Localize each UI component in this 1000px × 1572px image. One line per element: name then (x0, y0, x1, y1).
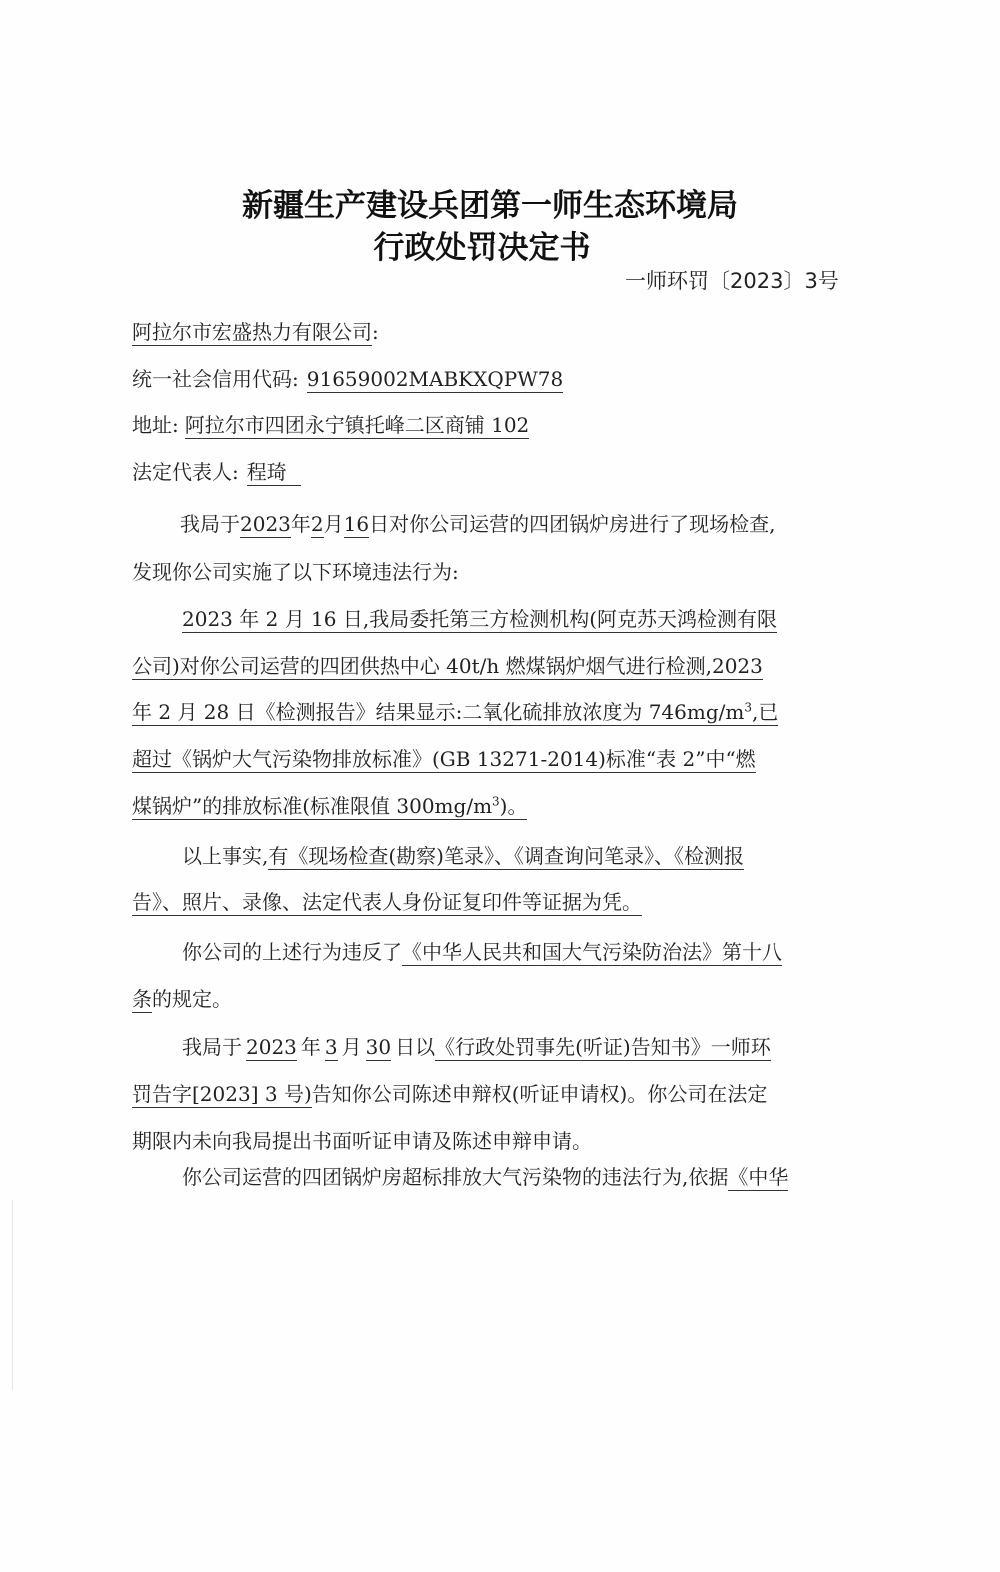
recipient-company-line (132, 318, 379, 346)
notice-month: 3 (324, 1035, 338, 1059)
text: 年 2 月 28 日《检测报告》结果显示:二氧化硫排放浓度为 746mg/m (132, 700, 745, 724)
text: 你公司的上述行为违反了 (182, 940, 402, 964)
legal-rep-label: 法定代表人: (132, 460, 239, 484)
text: 以上事实, (182, 844, 269, 868)
text: 你公司运营的四团锅炉房超标排放大气污染物的违法行为,依据 (182, 1165, 729, 1189)
text: 煤锅炉”的排放标准(标准限值 300mg/m (132, 794, 493, 818)
text: ,已 (751, 700, 779, 724)
text: 年 (300, 1035, 321, 1059)
notice-document-name: 《行政处罚事先(听证)告知书》一师环 (435, 1035, 771, 1059)
scan-edge-line (12, 1200, 13, 1390)
recipient-colon: : (372, 320, 379, 344)
inspection-day: 16 (343, 512, 370, 536)
superscript: 3 (744, 700, 752, 715)
law-violated-line-2 (132, 985, 232, 1013)
text: 年 (290, 512, 311, 536)
inspection-year: 2023 (240, 512, 291, 536)
document-number: 一师环罚〔2023〕3号 (625, 269, 839, 293)
notice-paragraph-line-1 (182, 1033, 771, 1061)
recipient-company: 阿拉尔市宏盛热力有限公司 (132, 320, 372, 344)
violation-paragraph-line-5 (132, 792, 527, 820)
text: 日以 (395, 1035, 436, 1059)
law-article-cont: 条 (132, 987, 152, 1011)
inspection-month: 2 (310, 512, 324, 536)
credit-code-value: 91659002MABKXQPW78 (306, 367, 564, 391)
law-violated-line-1 (182, 938, 782, 966)
credit-code-label: 统一社会信用代码: (132, 367, 299, 391)
violation-paragraph-line-1 (182, 605, 777, 633)
text: 月 (323, 512, 344, 536)
address-line (132, 411, 529, 439)
credit-code-line (132, 365, 563, 393)
evidence-paragraph-line-2 (132, 888, 642, 916)
legal-rep-line (132, 458, 301, 486)
basis-law-name: 《中华 (728, 1165, 789, 1189)
basis-paragraph-line-1 (182, 1163, 788, 1191)
text: )。 (499, 794, 528, 818)
text: 日对你公司运营的四团锅炉房进行了现场检查, (369, 512, 776, 536)
law-name: 《中华人民共和国大气污染防治法》 (402, 940, 722, 964)
inspection-paragraph-line-1 (180, 510, 775, 538)
text: 2023 年 2 月 16 日,我局委托第三方检测机构(阿克苏天鸿检测有限 (182, 607, 778, 631)
superscript: 3 (492, 794, 500, 809)
issuing-authority-title: 新疆生产建设兵团第一师生态环境局 (242, 188, 738, 224)
inspection-paragraph-line-2: 发现你公司实施了以下环境违法行为: (132, 560, 459, 584)
text: 月 (341, 1035, 362, 1059)
evidence-paragraph-line-1 (182, 842, 744, 870)
violation-paragraph-line-3 (132, 698, 778, 726)
notice-paragraph-line-3: 期限内未向我局提出书面听证申请及陈述申辩申请。 (132, 1129, 592, 1153)
violation-paragraph-line-2 (132, 652, 763, 680)
text: 我局于 (180, 512, 240, 536)
text: 超过《锅炉大气污染物排放标准》(GB 13271-2014)标准“表 2”中“燃 (132, 747, 756, 771)
legal-rep-value: 程琦 (247, 460, 301, 486)
text: 告知你公司陈述申辩权(听证申请权)。你公司在法定 (311, 1082, 768, 1106)
document-type-title: 行政处罚决定书 (373, 230, 591, 266)
text: 的规定。 (152, 987, 232, 1011)
notice-year: 2023 (246, 1035, 297, 1059)
address-value: 阿拉尔市四团永宁镇托峰二区商铺 102 (184, 413, 530, 437)
notice-day: 30 (365, 1035, 392, 1059)
evidence-list-cont: 告》、照片、录像、法定代表人身份证复印件等证据为凭。 (132, 890, 642, 914)
address-label: 地址: (132, 413, 179, 437)
evidence-list: 有《现场检查(勘察)笔录》、《调查询问笔录》、《检测报 (268, 844, 744, 868)
notice-document-number: 罚告字[2023] 3 号) (132, 1082, 312, 1106)
law-article: 第十八 (722, 940, 782, 964)
text: 我局于 (182, 1035, 242, 1059)
notice-paragraph-line-2 (132, 1080, 767, 1108)
violation-paragraph-line-4 (132, 745, 756, 773)
text: 公司)对你公司运营的四团供热中心 40t/h 燃煤锅炉烟气进行检测,2023 (132, 654, 763, 678)
